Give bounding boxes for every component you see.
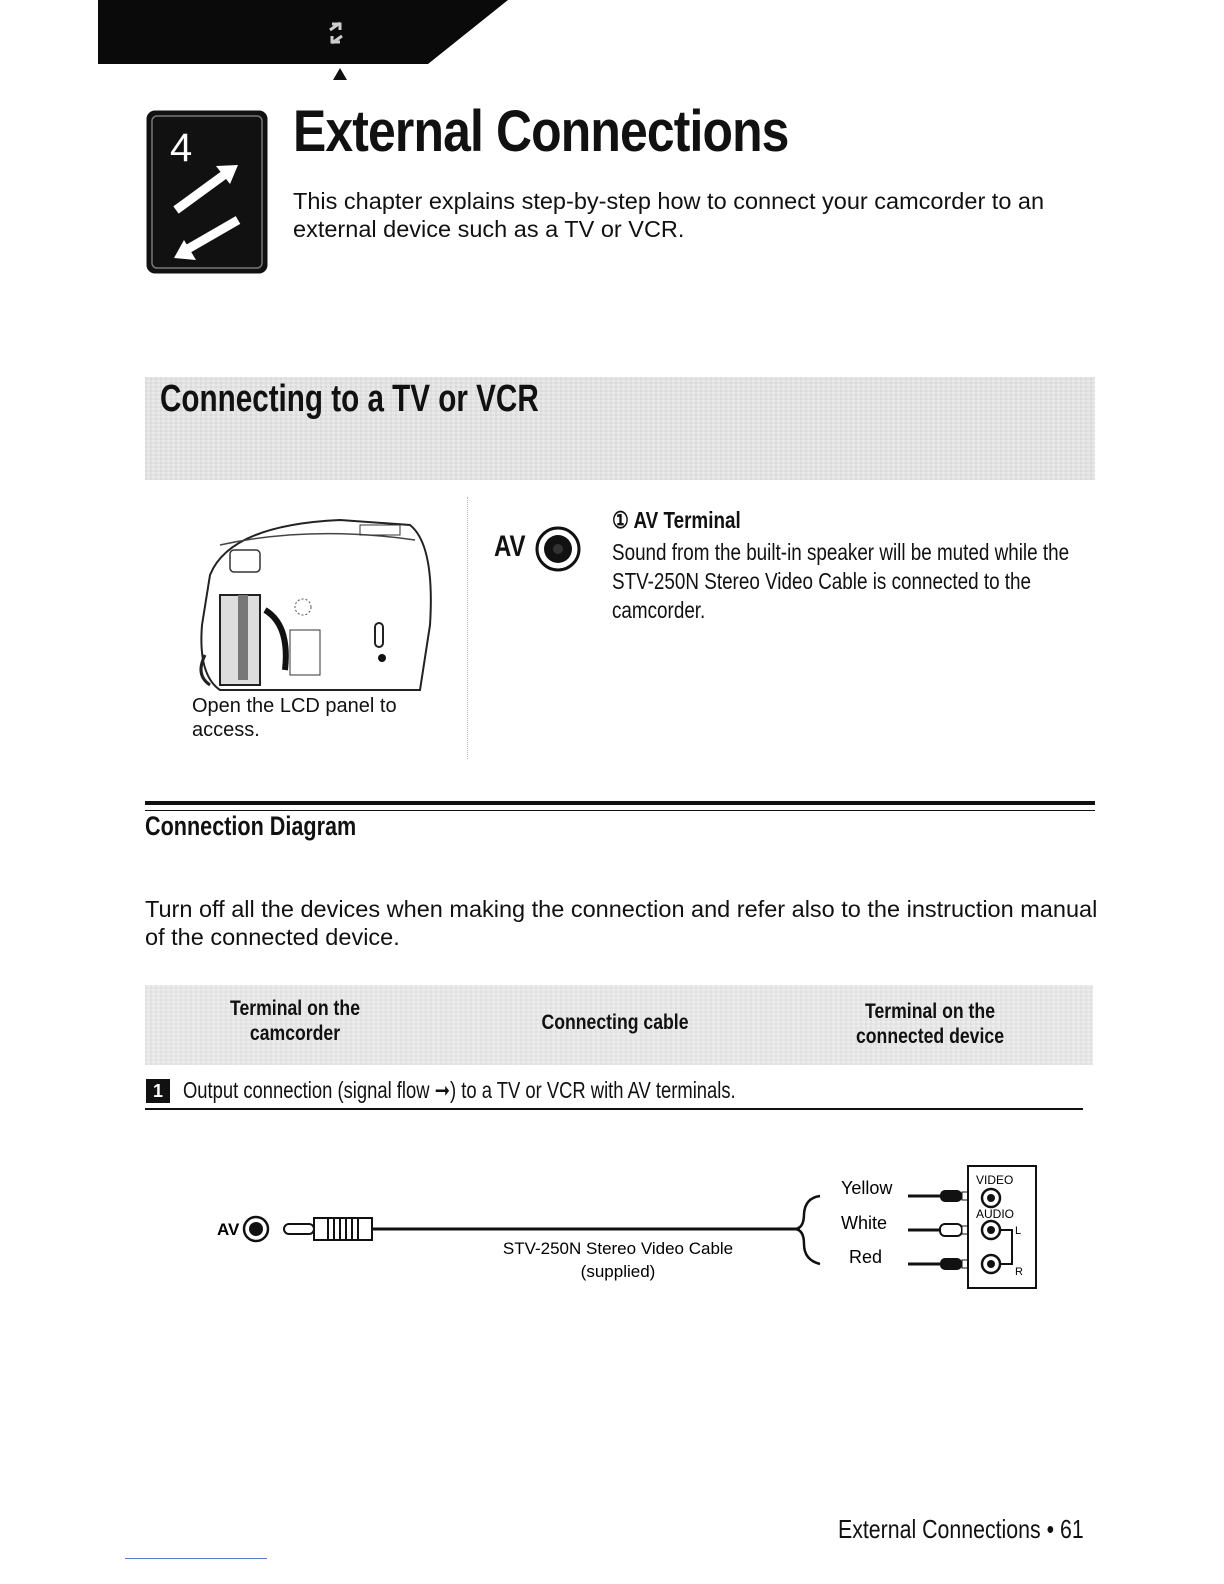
connection-arrows-icon	[146, 110, 268, 274]
chapter-badge	[146, 110, 268, 274]
header-device-terminal: Terminal on the connected device	[855, 1000, 1005, 1048]
chapter-intro: This chapter explains step-by-step how to connect your camcorder to an external device such as a TV or VCR.	[293, 188, 1045, 242]
chapter-number: 4	[170, 126, 193, 170]
mini-plug-icon	[284, 1218, 372, 1240]
av-terminal-description: Sound from the built-in speaker will be muted while the STV-250N Stereo Video Cable is connected to the camcorder.	[612, 539, 1070, 623]
plug-color-yellow: Yellow	[841, 1178, 893, 1198]
up-arrow-icon	[333, 68, 347, 80]
footer-link-underline	[125, 1558, 267, 1559]
device-left-label: L	[1015, 1225, 1022, 1237]
header-connecting-cable: Connecting cable	[541, 1011, 689, 1034]
step-rule	[145, 1108, 1083, 1110]
chapter-tab-graphic	[98, 0, 508, 64]
step-number-badge: 1	[146, 1079, 170, 1103]
step-description: Output connection (signal flow ➞) to a TV or VCR with AV terminals.	[183, 1077, 736, 1103]
plug-color-white: White	[841, 1213, 888, 1233]
chapter-title: External Connections	[293, 99, 789, 164]
diagram-instructions: Turn off all the devices when making the connection and refer also to the instruction manual of the connected device.	[145, 896, 1098, 950]
av-jack-label: AV	[494, 530, 526, 563]
header-camcorder-terminal: Terminal on the camcorder	[229, 997, 361, 1045]
page-footer: External Connections • 61	[838, 1514, 1084, 1544]
plug-color-red: Red	[849, 1247, 883, 1267]
cable-note-label: (supplied)	[580, 1262, 656, 1281]
rca-plug-yellow-icon	[908, 1190, 976, 1202]
connection-diagram-heading: Connection Diagram	[145, 811, 357, 841]
camera-caption: Open the LCD panel to access.	[192, 695, 397, 741]
column-divider	[467, 497, 468, 759]
camcorder-illustration	[190, 505, 440, 697]
av-jack-icon	[535, 526, 581, 572]
cable-name-label: STV-250N Stereo Video Cable	[502, 1239, 734, 1258]
wiring-av-label: AV	[217, 1220, 240, 1239]
section-title: Connecting to a TV or VCR	[160, 378, 539, 420]
device-video-label: VIDEO	[976, 1173, 1014, 1187]
wiring-av-jack-icon	[244, 1217, 268, 1241]
section-rule	[145, 801, 1095, 805]
rca-plug-red-icon	[908, 1258, 976, 1270]
device-audio-label: AUDIO	[976, 1207, 1015, 1221]
rca-plug-white-icon	[908, 1224, 976, 1236]
av-terminal-heading: ① AV Terminal	[612, 507, 741, 533]
device-right-label: R	[1015, 1266, 1023, 1278]
cable-split-brace	[794, 1196, 820, 1264]
wiring-diagram	[200, 1150, 1060, 1300]
